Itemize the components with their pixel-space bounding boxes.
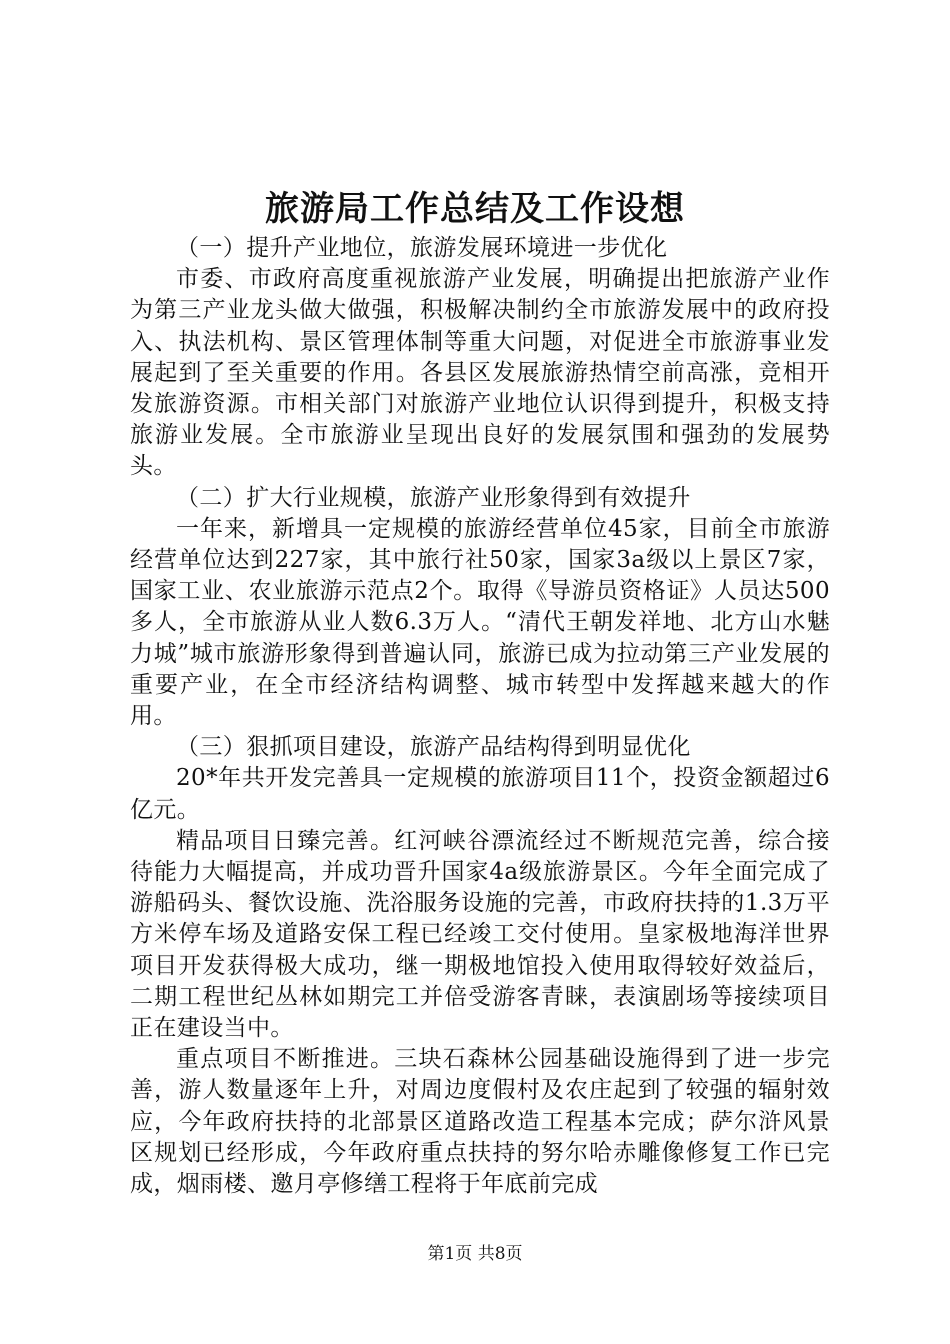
body-paragraph: 一年来，新增具一定规模的旅游经营单位45家，目前全市旅游经营单位达到227家，其中旅行社50家，国家3a级以上景区7家，国家工业、农业旅游示范点2个。取得《导游员资格证》人员达500多人，全市旅游从业人数6.3万人。“清代王朝发祥地、北方山水魅力城”城市旅游形象得到普遍认同，旅游已成为拉动第三产业发展的重要产业，在全市经济结构调整、城市转型中发挥越来越大的作用。 bbox=[130, 515, 830, 730]
body-paragraph: 市委、市政府高度重视旅游产业发展，明确提出把旅游产业作为第三产业龙头做大做强，积极解决制约全市旅游发展中的政府投入、执法机构、景区管理体制等重大问题，对促进全市旅游事业发展起到了至关重要的作用。各县区发展旅游热情空前高涨，竞相开发旅游资源。市相关部门对旅游产业地位认识得到提升，积极支持旅游业发展。全市旅游业呈现出良好的发展氛围和强劲的发展势头。 bbox=[130, 266, 830, 480]
document-body bbox=[130, 233, 830, 1200]
section-heading-2: （二）扩大行业规模，旅游产业形象得到有效提升 bbox=[176, 484, 691, 511]
page-footer: 第1页 共8页 bbox=[427, 1244, 523, 1264]
body-paragraph: 精品项目日臻完善。红河峡谷漂流经过不断规范完善，综合接待能力大幅提高，并成功晋升国家4a级旅游景区。今年全面完成了游船码头、餐饮设施、洗浴服务设施的完善，市政府扶持的1.3万平方米停车场及道路安保工程已经竣工交付使用。皇家极地海洋世界项目开发获得极大成功，继一期极地馆投入使用取得较好效益后，二期工程世纪丛林如期完工并倍受游客青睐，表演剧场等接续项目正在建设当中。 bbox=[130, 827, 830, 1042]
section-heading-3: （三）狠抓项目建设，旅游产品结构得到明显优化 bbox=[176, 734, 691, 761]
body-paragraph: 重点项目不断推进。三块石森林公园基础设施得到了进一步完善，游人数量逐年上升，对周边度假村及农庄起到了较强的辐射效应，今年政府扶持的北部景区道路改造工程基本完成；萨尔浒风景区规划已经形成，今年政府重点扶持的努尔哈赤雕像修复工作已完成，烟雨楼、邀月亭修缮工程将于年底前完成 bbox=[130, 1046, 830, 1198]
document-title: 旅游局工作总结及工作设想 bbox=[265, 189, 685, 229]
body-paragraph: 20*年共开发完善具一定规模的旅游项目11个，投资金额超过6亿元。 bbox=[130, 765, 830, 823]
section-heading-1: （一）提升产业地位，旅游发展环境进一步优化 bbox=[176, 235, 668, 261]
